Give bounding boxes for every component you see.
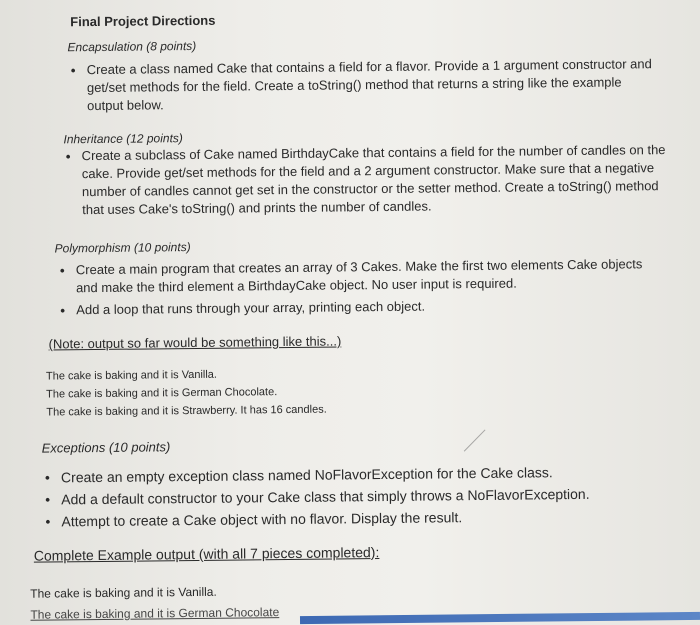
complete-output-label: Complete Example output (with all 7 pieces completed): — [33, 544, 380, 564]
list-item: • Create an empty exception class named NoFlavorException for the Cake class. — [43, 461, 663, 488]
list-item: • Create a subclass of Cake named BirthdayCake that contains a field for the number of candles on the cake. Provide get/set methods for the field and a 2 argument constructor. Make sure that a negative number of candles cannot get set in the constructor or the setter method. Create a toString() method that uses Cake's toString() and prints the number of candles. — [64, 141, 670, 219]
exceptions-bullets — [43, 461, 664, 533]
list-item: • Attempt to create a Cake object with no flavor. Display the result. — [43, 505, 663, 532]
page-title: Final Project Directions — [70, 12, 216, 30]
inheritance-bullets — [64, 141, 670, 223]
list-item: • Create a main program that creates an array of 3 Cakes. Make the first two elements Cake objects and make the third element a BirthdayCake object. No user input is required. — [58, 255, 643, 297]
final-output — [30, 581, 279, 625]
section-heading-encapsulation: Encapsulation (8 points) — [67, 38, 197, 55]
list-item: • Create a class named Cake that contains a field for a flavor. Provide a 1 argument constructor and get/set methods for the field. Create a toString() method that returns a string like the example output below. — [69, 55, 655, 115]
encapsulation-bullets — [69, 55, 655, 119]
output-line: The cake is baking and it is Vanilla. — [30, 584, 217, 601]
section-heading-inheritance: Inheritance (12 points) — [63, 131, 183, 147]
output-line: The cake is baking and it is German Chocolate — [30, 605, 280, 622]
section-heading-exceptions: Exceptions (10 points) — [41, 439, 171, 456]
output-line: The cake is baking and it is Vanilla. — [45, 368, 217, 383]
output-line: The cake is baking and it is German Chocolate. — [46, 386, 278, 401]
pen-stroke — [464, 429, 486, 451]
output-note: (Note: output so far would be something like this...) — [48, 333, 342, 352]
section-heading-polymorphism: Polymorphism (10 points) — [54, 240, 191, 256]
highlight-stroke — [300, 612, 700, 624]
sample-output — [46, 365, 327, 422]
output-line: The cake is baking and it is Strawberry. It has 16 candles. — [46, 403, 327, 419]
list-item: • Add a default constructor to your Cake class that simply throws a NoFlavorException. — [43, 483, 663, 510]
list-item: • Add a loop that runs through your array, printing each object. — [58, 295, 643, 319]
polymorphism-bullets — [58, 255, 644, 323]
